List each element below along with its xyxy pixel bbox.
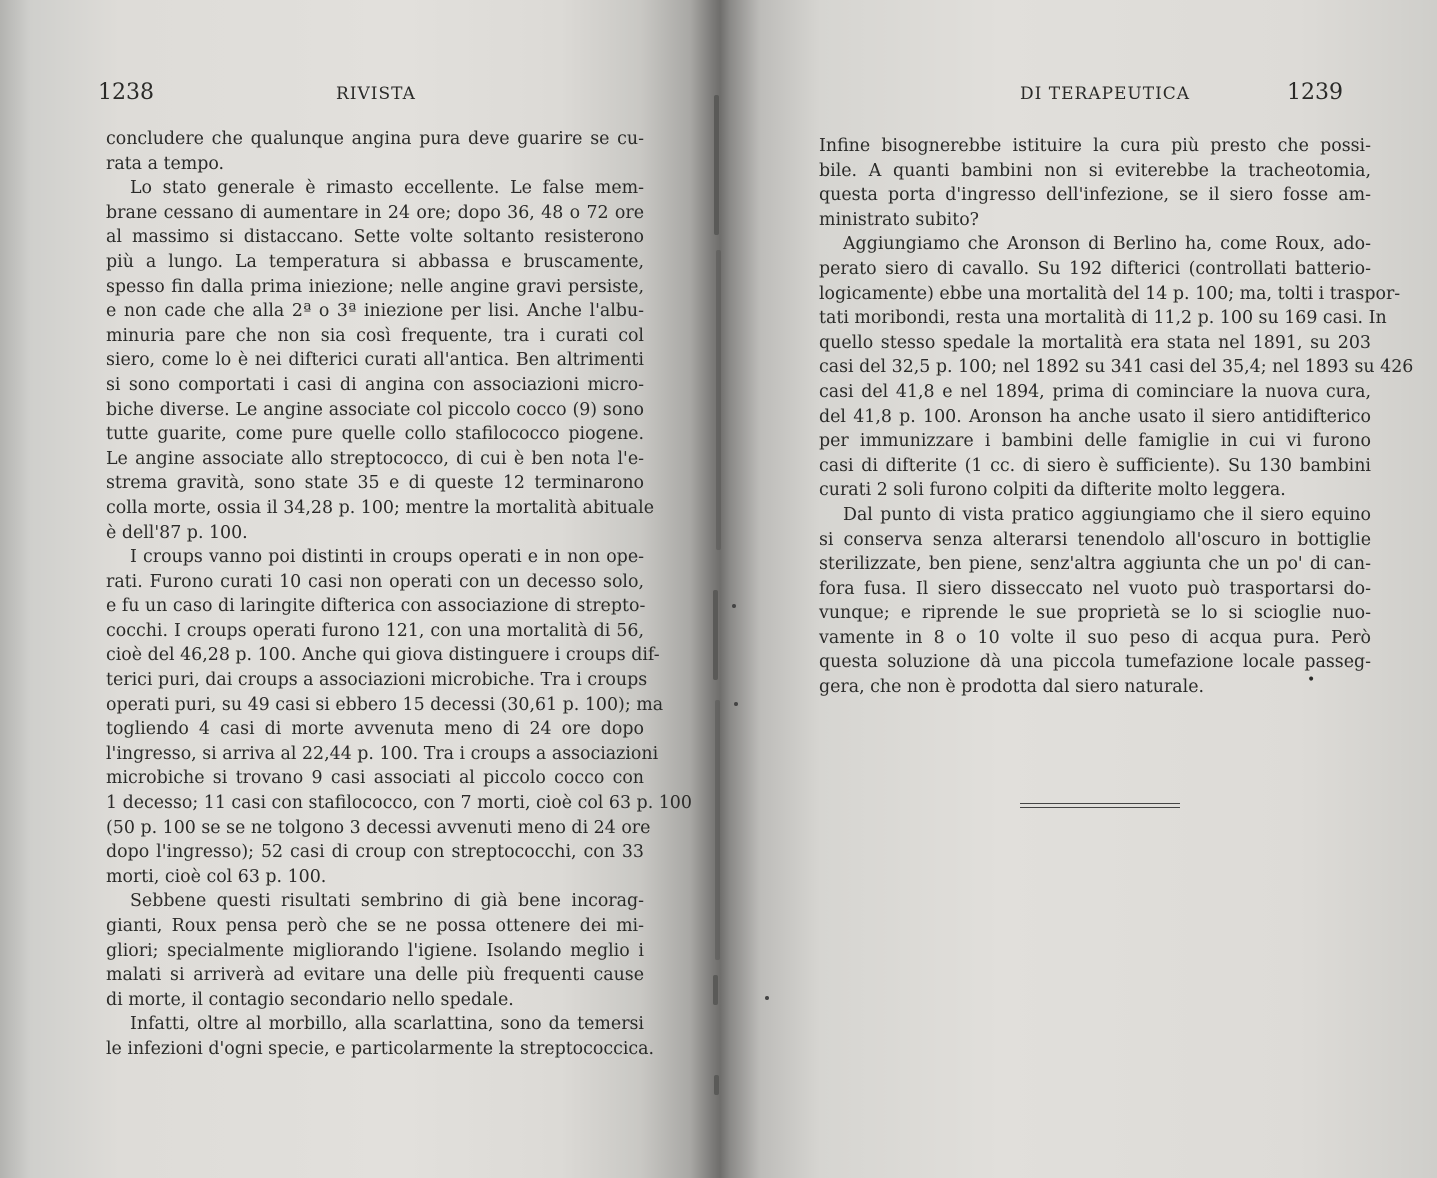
text-line: e fu un caso di laringite difterica con associazione di strepto- [106,596,646,617]
text-line: spesso fin dalla prima iniezione; nelle angine gravi persiste, [106,276,644,297]
page-number: 1238 [98,80,154,105]
left-page [0,0,705,1178]
text-line: Sebbene questi risultati sembrino di già bene incorag- [130,891,644,912]
text-line: terici puri, dai croups a associazioni microbiche. Tra i croups [106,670,648,691]
text-line: questa porta d'ingresso dell'infezione, se il siero fosse am- [819,185,1371,206]
decorative-mark: • [1307,672,1316,688]
page-number: 1239 [1287,80,1343,105]
text-line: vunque; e riprende le sue proprietà se lo si scioglie nuo- [819,603,1371,624]
text-line: cioè del 46,28 p. 100. Anche qui giova distinguere i croups dif- [106,645,660,666]
text-line: cocchi. I croups operati furono 121, con una mortalità di 56, [106,620,644,641]
text-line: Lo stato generale è rimasto eccellente. Le false mem- [130,178,644,199]
running-head: RIVISTA [336,84,416,104]
text-line: dopo l'ingresso); 52 casi di croup con streptococchi, con 33 [106,842,644,863]
text-line: Infatti, oltre al morbillo, alla scarlattina, sono da temersi [130,1014,644,1035]
text-line: le infezioni d'ogni specie, e particolarmente la streptococcica. [106,1038,655,1059]
text-line: perato siero di cavallo. Su 192 difterici (controllati batterio- [819,258,1371,279]
text-line: e non cade che alla 2ª o 3ª iniezione per lisi. Anche l'albu- [106,301,644,322]
text-line: logicamente) ebbe una mortalità del 14 p. 100; ma, tolti i traspor- [819,283,1401,304]
text-line: (50 p. 100 se se ne tolgono 3 decessi avvenuti meno di 24 ore [106,817,651,838]
page-body-text [106,127,692,1062]
binding-stitch [715,700,720,960]
text-line: casi del 32,5 p. 100; nel 1892 su 341 casi del 35,4; nel 1893 su 426 [819,357,1414,378]
text-line: del 41,8 p. 100. Aronson ha anche usato il siero antidifterico [819,406,1371,427]
text-line: I croups vanno poi distinti in croups operati e in non ope- [130,547,644,568]
text-line: gliori; specialmente migliorando l'igiene. Isolando meglio i [106,940,644,961]
text-line: brane cessano di aumentare in 24 ore; dopo 36, 48 o 72 ore [106,202,644,223]
text-line: casi del 41,8 e nel 1894, prima di cominciare la nuova cura, [819,381,1371,402]
text-line: rata a tempo. [106,153,225,174]
text-line: al massimo si distaccano. Sette volte soltanto resisterono [106,227,644,248]
binding-stitch [714,95,719,235]
text-line: casi di difterite (1 cc. di siero è sufficiente). Su 130 bambini [819,455,1371,476]
text-line: fora fusa. Il siero disseccato nel vuoto può trasportarsi do- [819,578,1371,599]
text-line: microbiche si trovano 9 casi associati al piccolo cocco con [106,768,644,789]
binding-stitch [714,1075,719,1095]
text-line: bile. A quanti bambini non si eviterebbe la tracheotomia, [819,160,1371,181]
running-head: DI TERAPEUTICA [1020,84,1191,104]
text-line: malati si arriverà ad evitare una delle più frequenti cause [106,965,644,986]
text-line: gianti, Roux pensa però che se ne possa ottenere dei mi- [106,916,644,936]
text-line: Dal punto di vista pratico aggiungiamo che il siero equino [843,504,1371,525]
text-line: si conserva senza alterarsi tenendolo all'oscuro in bottiglie [819,529,1371,550]
text-line: questa soluzione dà una piccola tumefazione locale passeg- [819,652,1371,673]
text-line: minuria pare che non sia così frequente, tra i curati col [106,325,644,346]
text-line: curati 2 soli furono colpiti da difterite molto leggera. [819,480,1286,501]
text-line: colla morte, ossia il 34,28 p. 100; mentre la mortalità abituale [106,497,655,518]
text-line: più a lungo. La temperatura si abbassa e bruscamente, [106,251,644,272]
text-line: per immunizzare i bambini delle famiglie in cui vi furono [819,431,1371,452]
text-line: quello stesso spedale la mortalità era stata nel 1891, su 203 [819,332,1371,353]
text-line: morti, cioè col 63 p. 100. [106,866,327,887]
text-line: 1 decesso; 11 casi con stafilococco, con 7 morti, cioè col 63 p. 100 [106,793,692,814]
text-line: concludere che qualunque angina pura deve guarire se cu- [106,129,644,149]
text-line: siero, come lo è nei difterici curati all'antica. Ben altrimenti [106,350,644,371]
text-line: di morte, il contagio secondario nello spedale. [106,989,514,1010]
binding-stitch [713,590,718,680]
binding-stitch [716,250,721,550]
text-line: togliendo 4 casi di morte avvenuta meno di 24 ore dopo [106,719,644,740]
text-line: strema gravità, sono state 35 e di queste 12 terminarono [106,473,644,494]
text-line: Infine bisognerebbe istituire la cura più presto che possi- [819,136,1371,156]
text-line: l'ingresso, si arriva al 22,44 p. 100. Tra i croups a associazioni [106,743,659,764]
text-line: tati moribondi, resta una mortalità di 11,2 p. 100 su 169 casi. In [819,308,1387,329]
text-line: biche diverse. Le angine associate col piccolo cocco (9) sono [106,399,644,420]
text-line: è dell'87 p. 100. [106,522,248,543]
right-page [725,0,1437,1178]
text-line: Aggiungiamo che Aronson di Berlino ha, come Roux, ado- [843,234,1371,255]
text-line: rati. Furono curati 10 casi non operati con un decesso solo, [106,571,644,592]
text-line: vamente in 8 o 10 volte il suo peso di acqua pura. Però [819,627,1371,648]
page-body-text [819,134,1414,700]
text-line: tutte guarite, come pure quelle collo stafilococco piogene. [106,424,644,445]
text-line: gera, che non è prodotta dal siero naturale. [819,677,1205,698]
text-line: Le angine associate allo streptococco, di cui è ben nota l'e- [106,448,644,469]
text-line: ministrato subito? [819,209,979,230]
section-divider [1020,803,1180,811]
text-line: operati puri, su 49 casi si ebbero 15 decessi (30,61 p. 100); ma [106,694,664,715]
binding-stitch [713,975,718,1005]
text-line: sterilizzate, ben piene, senz'altra aggiunta che un po' di can- [819,554,1371,575]
text-line: si sono comportati i casi di angina con associazioni micro- [106,374,644,395]
